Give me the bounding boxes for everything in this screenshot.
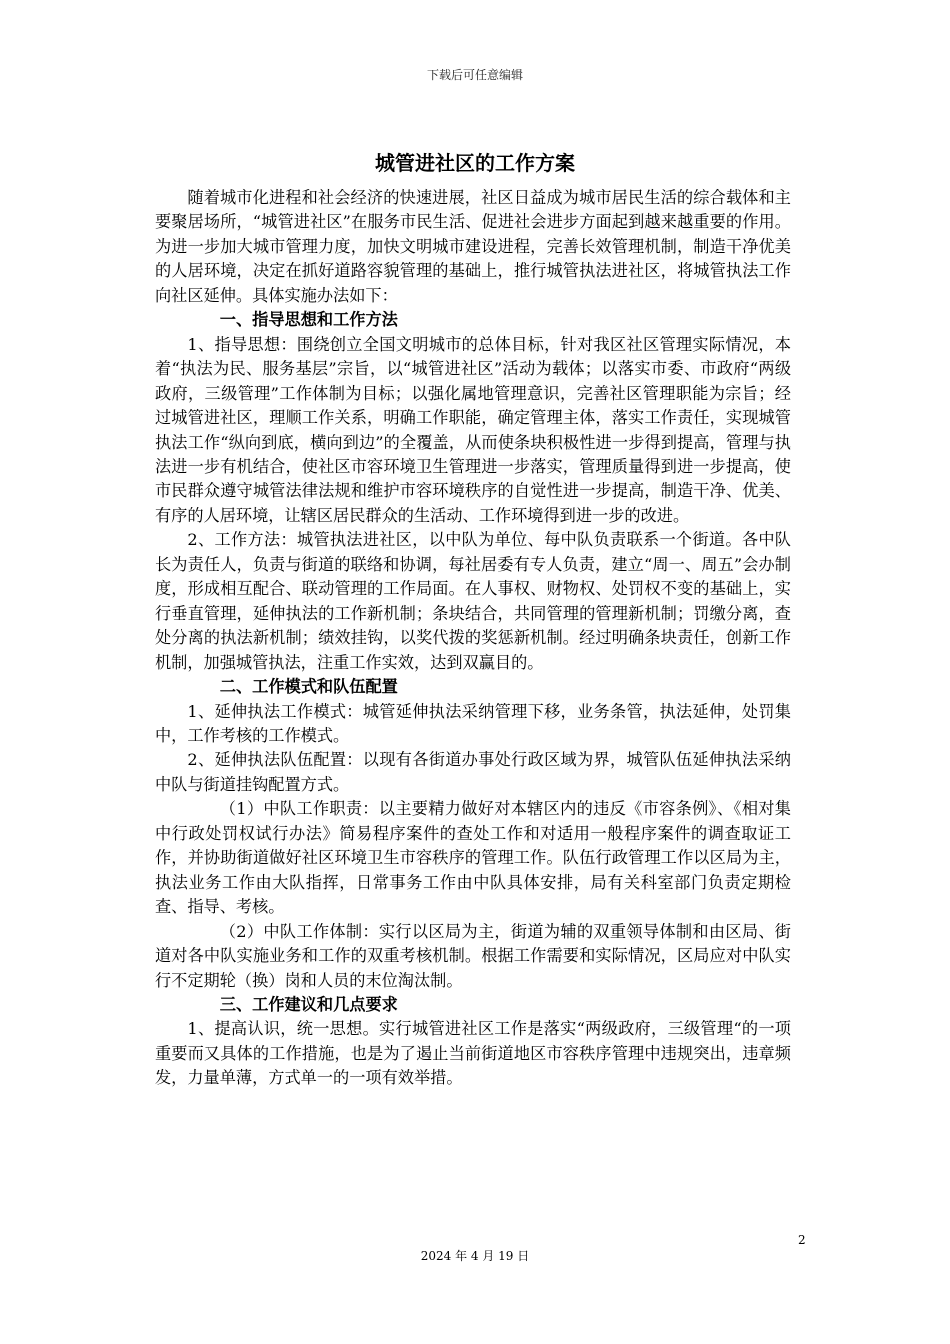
page-header-note: 下载后可任意编辑 (426, 68, 523, 82)
footer-date: 2024 年 4 月 19 日 (420, 1249, 530, 1263)
section-heading-1: 一、指导思想和工作方法 (219, 310, 398, 330)
page-number: 2 (798, 1233, 806, 1247)
paragraph-squad-duties: （1）中队工作职责：以主要精力做好对本辖区内的违反《市容条例》、《相对集中行政处罚权试行办法》简易程序案件的查处工作和对适用一般程序案件的调查取证工作，并协助街道做好社区环境卫生市容秩序的管理工作。队伍行政管理工作以区局为主，执法业务工作由大队指挥，日常事务工作由中队具体安排，局有关科室部门负责定期检查、指导、考核。 (155, 799, 791, 917)
section-heading-3: 三、工作建议和几点要求 (219, 994, 398, 1014)
paragraph-work-mode: 1、延伸执法工作模式：城管延伸执法采纳管理下移，业务条管，执法延伸，处罚集中，工作考核的工作模式。 (155, 701, 791, 745)
document-body (155, 186, 791, 1091)
paragraph-work-method: 2、工作方法：城管执法进社区，以中队为单位、每中队负责联系一个街道。各中队长为责任人，负责与街道的联络和协调，每社居委有专人负责，建立“周一、周五”会办制度，形成相互配合、联动管理的工作局面。在人事权、财物权、处罚权不变的基础上，实行垂直管理，延伸执法的工作新机制；条块结合，共同管理的管理新机制；罚缴分离，查处分离的执法新机制；绩效挂钩，以奖代拨的奖惩新机制。经过明确条块责任，创新工作机制，加强城管执法，注重工作实效，达到双赢目的。 (155, 530, 791, 672)
section-heading-2: 二、工作模式和队伍配置 (219, 677, 398, 697)
paragraph-guiding-thought: 1、指导思想：围绕创立全国文明城市的总体目标，针对我区社区管理实际情况，本着“执法为民、服务基层”宗旨，以“城管进社区”活动为载体；以落实市委、市政府“两级政府，三级管理”工作体制为目标；以强化属地管理意识，完善社区管理职能为宗旨；经过城管进社区，理顺工作关系，明确工作职能，确定管理主体，落实工作责任，实现城管执法工作“纵向到底，横向到边”的全覆盖，从而使条块积极性进一步得到提高，管理与执法进一步有机结合，使社区市容环境卫生管理进一步落实，管理质量得到进一步提高，使市民群众遵守城管法律法规和维护市容环境秩序的自觉性进一步提高，制造干净、优美、有序的人居环境，让辖区居民群众的生活动、工作环境得到进一步的改进。 (155, 334, 791, 525)
paragraph-raise-awareness: 1、提高认识，统一思想。实行城管进社区工作是落实“两级政府，三级管理“的一项重要而又具体的工作措施，也是为了遏止当前街道地区市容秩序管理中违规突出，违章频发，力量单薄，方式单一的一项有效举措。 (155, 1019, 791, 1088)
paragraph-squad-system: （2）中队工作体制：实行以区局为主，街道为辅的双重领导体制和由区局、街道对各中队实施业务和工作的双重考核机制。根据工作需要和实际情况，区局应对中队实行不定期轮（换）岗和人员的末位淘汰制。 (155, 921, 791, 990)
intro-paragraph: 随着城市化进程和社会经济的快速进展，社区日益成为城市居民生活的综合载体和主要聚居场所，“城管进社区”在服务市民生活、促进社会进步方面起到越来越重要的作用。为进一步加大城市管理力度，加快文明城市建设进程，完善长效管理机制，制造干净优美的人居环境，决定在抓好道路容貌管理的基础上，推行城管执法进社区，将城管执法工作向社区延伸。具体实施办法如下： (155, 188, 791, 305)
paragraph-team-allocation: 2、延伸执法队伍配置：以现有各街道办事处行政区域为界，城管队伍延伸执法采纳中队与街道挂钩配置方式。 (155, 750, 791, 794)
document-title: 城管进社区的工作方案 (375, 151, 575, 175)
